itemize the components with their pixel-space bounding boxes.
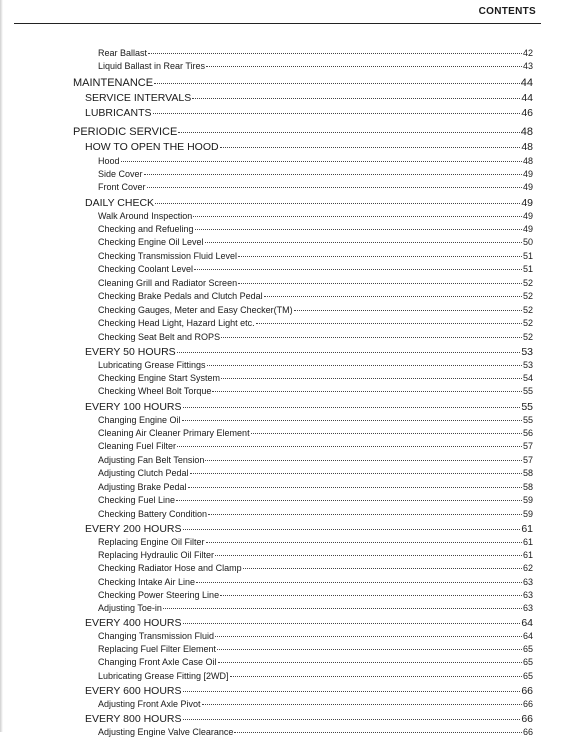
toc-entry-title: EVERY 200 HOURS xyxy=(85,523,182,535)
toc-entry-title: Cleaning Fuel Filter xyxy=(98,441,177,451)
toc-leader-dots xyxy=(208,513,522,515)
toc-entry xyxy=(98,264,533,274)
toc-leader-dots xyxy=(147,186,522,188)
toc-entry-page: 46 xyxy=(521,107,533,119)
toc-leader-dots xyxy=(195,228,522,230)
toc-entry xyxy=(85,685,533,697)
toc-entry xyxy=(98,237,533,247)
toc-leader-dots xyxy=(205,459,522,461)
toc-entry-page: 59 xyxy=(522,509,533,519)
toc-entry-page: 65 xyxy=(522,657,533,667)
toc-leader-dots xyxy=(230,675,522,677)
toc-entry-title: Rear Ballast xyxy=(98,48,148,58)
toc-entry xyxy=(98,291,533,301)
toc-entry-page: 52 xyxy=(522,278,533,288)
toc-entry xyxy=(98,577,533,587)
toc-entry-title: SERVICE INTERVALS xyxy=(85,92,192,104)
toc-leader-dots xyxy=(154,82,520,84)
toc-entry xyxy=(98,699,533,709)
toc-entry-title: Cleaning Grill and Radiator Screen xyxy=(98,278,238,288)
toc-entry xyxy=(98,550,533,560)
toc-leader-dots xyxy=(148,52,522,54)
toc-leader-dots xyxy=(190,472,522,474)
toc-entry xyxy=(98,386,533,396)
toc-entry-page: 50 xyxy=(522,237,533,247)
toc-entry-page: 44 xyxy=(520,77,533,89)
toc-entry-title: Checking Gauges, Meter and Easy Checker(TM) xyxy=(98,305,293,315)
toc-leader-dots xyxy=(220,594,522,596)
toc-entry-title: Checking Seat Belt and ROPS xyxy=(98,332,221,342)
toc-entry-title: Lubricating Grease Fitting [2WD] xyxy=(98,671,229,681)
toc-leader-dots xyxy=(153,112,521,114)
toc-entry-page: 54 xyxy=(522,373,533,383)
toc-leader-dots xyxy=(155,202,520,204)
toc-entry-title: Adjusting Engine Valve Clearance xyxy=(98,727,234,737)
toc-leader-dots xyxy=(234,731,522,733)
toc-entry-title: Side Cover xyxy=(98,169,143,179)
toc-entry xyxy=(98,48,533,58)
toc-entry-title: Walk Around Inspection xyxy=(98,211,193,221)
toc-entry xyxy=(98,644,533,654)
toc-entry-page: 42 xyxy=(522,48,533,58)
toc-entry-title: Cleaning Air Cleaner Primary Element xyxy=(98,428,250,438)
toc-entry-title: Adjusting Brake Pedal xyxy=(98,482,187,492)
toc-leader-dots xyxy=(178,131,519,133)
toc-entry-page: 66 xyxy=(522,727,533,737)
toc-entry-page: 57 xyxy=(522,455,533,465)
toc-entry-page: 48 xyxy=(520,126,533,138)
toc-entry-page: 63 xyxy=(522,603,533,613)
toc-leader-dots xyxy=(264,295,522,297)
toc-entry-title: Checking Head Light, Hazard Light etc. xyxy=(98,318,255,328)
page-edge xyxy=(0,0,3,732)
toc-leader-dots xyxy=(205,241,522,243)
toc-entry xyxy=(98,305,533,315)
toc-entry xyxy=(98,563,533,573)
toc-leader-dots xyxy=(183,528,521,530)
header-title: CONTENTS xyxy=(478,6,536,17)
toc-entry-title: Checking Coolant Level xyxy=(98,264,194,274)
toc-leader-dots xyxy=(176,499,522,501)
toc-entry xyxy=(98,156,533,166)
toc-entry-page: 55 xyxy=(522,386,533,396)
toc-leader-dots xyxy=(183,622,521,624)
toc-entry-title: Replacing Engine Oil Filter xyxy=(98,537,205,547)
toc-entry xyxy=(98,657,533,667)
toc-entry xyxy=(85,107,533,119)
toc-entry xyxy=(98,428,533,438)
toc-entry xyxy=(73,77,533,89)
toc-entry xyxy=(98,169,533,179)
toc-entry xyxy=(98,631,533,641)
toc-entry-page: 49 xyxy=(522,224,533,234)
toc-entry-page: 55 xyxy=(522,415,533,425)
toc-entry-page: 59 xyxy=(522,495,533,505)
toc-entry xyxy=(85,617,533,629)
toc-leader-dots xyxy=(183,690,521,692)
toc-entry-title: EVERY 400 HOURS xyxy=(85,617,182,629)
toc-entry-page: 49 xyxy=(522,211,533,221)
toc-entry-page: 52 xyxy=(522,318,533,328)
toc-entry xyxy=(98,537,533,547)
toc-leader-dots xyxy=(183,406,521,408)
toc-entry-page: 66 xyxy=(521,713,533,725)
toc-entry-title: Liquid Ballast in Rear Tires xyxy=(98,61,206,71)
toc-leader-dots xyxy=(196,581,522,583)
toc-leader-dots xyxy=(243,567,522,569)
toc-entry xyxy=(98,495,533,505)
toc-entry xyxy=(98,318,533,328)
toc-entry-title: MAINTENANCE xyxy=(73,77,154,89)
toc-entry-page: 61 xyxy=(522,537,533,547)
toc-leader-dots xyxy=(177,351,521,353)
toc-entry-title: HOW TO OPEN THE HOOD xyxy=(85,141,219,153)
toc-entry-page: 51 xyxy=(522,251,533,261)
toc-leader-dots xyxy=(188,486,522,488)
toc-entry-title: Lubricating Grease Fittings xyxy=(98,360,206,370)
toc-entry-title: Adjusting Front Axle Pivot xyxy=(98,699,201,709)
toc-entry xyxy=(98,455,533,465)
toc-leader-dots xyxy=(194,268,522,270)
toc-entry xyxy=(98,360,533,370)
toc-leader-dots xyxy=(217,648,522,650)
toc-leader-dots xyxy=(220,146,521,148)
toc-entry xyxy=(85,346,533,358)
toc-entry-title: Checking Fuel Line xyxy=(98,495,176,505)
toc-entry-title: Front Cover xyxy=(98,182,146,192)
toc-entry-page: 66 xyxy=(521,685,533,697)
toc-entry xyxy=(98,727,533,737)
header-rule xyxy=(14,23,541,24)
toc-entry-title: Adjusting Fan Belt Tension xyxy=(98,455,205,465)
toc-entry-title: Checking and Refueling xyxy=(98,224,194,234)
toc-entry-title: Checking Intake Air Line xyxy=(98,577,196,587)
toc-leader-dots xyxy=(202,703,522,705)
toc-entry-page: 56 xyxy=(522,428,533,438)
toc-entry-page: 58 xyxy=(522,482,533,492)
toc-entry-page: 49 xyxy=(522,169,533,179)
toc-leader-dots xyxy=(163,607,522,609)
toc-entry-title: Adjusting Clutch Pedal xyxy=(98,468,189,478)
toc-leader-dots xyxy=(177,445,522,447)
toc-leader-dots xyxy=(218,661,522,663)
toc-leader-dots xyxy=(192,97,520,99)
toc-entry-page: 65 xyxy=(522,644,533,654)
toc-entry-title: Checking Transmission Fluid Level xyxy=(98,251,238,261)
toc-entry xyxy=(85,141,533,153)
toc-entry-title: Checking Engine Oil Level xyxy=(98,237,204,247)
toc-entry-page: 65 xyxy=(522,671,533,681)
toc-entry-page: 43 xyxy=(522,61,533,71)
toc-entry-page: 48 xyxy=(521,141,533,153)
toc-leader-dots xyxy=(182,419,522,421)
toc-entry-page: 63 xyxy=(522,577,533,587)
toc-entry-page: 63 xyxy=(522,590,533,600)
toc-leader-dots xyxy=(212,390,522,392)
toc-leader-dots xyxy=(206,541,522,543)
toc-entry-title: Replacing Hydraulic Oil Filter xyxy=(98,550,215,560)
toc-entry-title: Adjusting Toe-in xyxy=(98,603,162,613)
toc-entry xyxy=(98,211,533,221)
toc-entry-title: Checking Wheel Bolt Torque xyxy=(98,386,212,396)
toc-entry-title: EVERY 100 HOURS xyxy=(85,401,182,413)
toc-leader-dots xyxy=(121,160,522,162)
toc-entry-title: DAILY CHECK xyxy=(85,197,155,209)
toc-entry xyxy=(98,373,533,383)
toc-entry-page: 55 xyxy=(521,401,533,413)
toc-entry xyxy=(98,671,533,681)
toc-leader-dots xyxy=(206,65,522,67)
toc-leader-dots xyxy=(221,336,522,338)
toc-entry-page: 61 xyxy=(522,550,533,560)
toc-entry-page: 64 xyxy=(522,631,533,641)
toc-entry-title: Changing Engine Oil xyxy=(98,415,181,425)
toc-entry xyxy=(98,251,533,261)
toc-entry-title: EVERY 800 HOURS xyxy=(85,713,182,725)
toc-entry xyxy=(85,401,533,413)
toc-leader-dots xyxy=(144,173,522,175)
toc-entry-page: 51 xyxy=(522,264,533,274)
toc-entry-page: 57 xyxy=(522,441,533,451)
toc-leader-dots xyxy=(207,364,522,366)
toc-entry xyxy=(73,126,533,138)
toc-leader-dots xyxy=(183,718,521,720)
toc-entry-title: Changing Transmission Fluid xyxy=(98,631,215,641)
toc-entry-title: Checking Brake Pedals and Clutch Pedal xyxy=(98,291,263,301)
toc-entry-page: 61 xyxy=(521,523,533,535)
toc-entry xyxy=(98,415,533,425)
toc-entry-title: Checking Power Steering Line xyxy=(98,590,220,600)
toc-entry-page: 53 xyxy=(521,346,533,358)
toc-entry xyxy=(98,278,533,288)
toc-leader-dots xyxy=(193,215,522,217)
toc-entry xyxy=(98,603,533,613)
toc-entry xyxy=(85,713,533,725)
toc-leader-dots xyxy=(215,554,522,556)
toc-entry-title: Replacing Fuel Filter Element xyxy=(98,644,217,654)
toc-entry-page: 53 xyxy=(522,360,533,370)
toc-entry xyxy=(98,441,533,451)
toc-entry-page: 49 xyxy=(522,182,533,192)
toc-entry-page: 52 xyxy=(522,305,533,315)
toc-leader-dots xyxy=(238,255,522,257)
toc-entry-title: Checking Engine Start System xyxy=(98,373,221,383)
toc-entry xyxy=(98,468,533,478)
toc-entry-title: Hood xyxy=(98,156,120,166)
toc-leader-dots xyxy=(256,322,522,324)
toc-entry xyxy=(98,509,533,519)
toc-entry xyxy=(85,197,533,209)
toc-entry xyxy=(98,182,533,192)
toc-entry-title: PERIODIC SERVICE xyxy=(73,126,178,138)
toc-entry xyxy=(98,590,533,600)
toc-entry-title: EVERY 600 HOURS xyxy=(85,685,182,697)
toc-entry-title: Checking Radiator Hose and Clamp xyxy=(98,563,242,573)
toc-entry-page: 58 xyxy=(522,468,533,478)
toc-leader-dots xyxy=(221,377,522,379)
toc-entry xyxy=(98,332,533,342)
toc-entry-title: LUBRICANTS xyxy=(85,107,152,119)
toc-entry-page: 66 xyxy=(522,699,533,709)
toc-entry-page: 52 xyxy=(522,332,533,342)
toc-leader-dots xyxy=(251,432,522,434)
toc-entry xyxy=(98,61,533,71)
toc-entry xyxy=(85,92,533,104)
toc-entry-page: 49 xyxy=(521,197,533,209)
toc-entry xyxy=(85,523,533,535)
toc-entry xyxy=(98,224,533,234)
toc-entry-page: 62 xyxy=(522,563,533,573)
toc-leader-dots xyxy=(215,635,522,637)
toc-leader-dots xyxy=(294,309,522,311)
toc-entry-page: 48 xyxy=(522,156,533,166)
toc-leader-dots xyxy=(238,282,522,284)
toc-entry-title: Changing Front Axle Case Oil xyxy=(98,657,217,667)
toc-entry xyxy=(98,482,533,492)
toc-entry-page: 52 xyxy=(522,291,533,301)
toc-entry-page: 64 xyxy=(521,617,533,629)
toc-entry-title: EVERY 50 HOURS xyxy=(85,346,176,358)
toc-entry-title: Checking Battery Condition xyxy=(98,509,208,519)
toc-entry-page: 44 xyxy=(521,92,533,104)
